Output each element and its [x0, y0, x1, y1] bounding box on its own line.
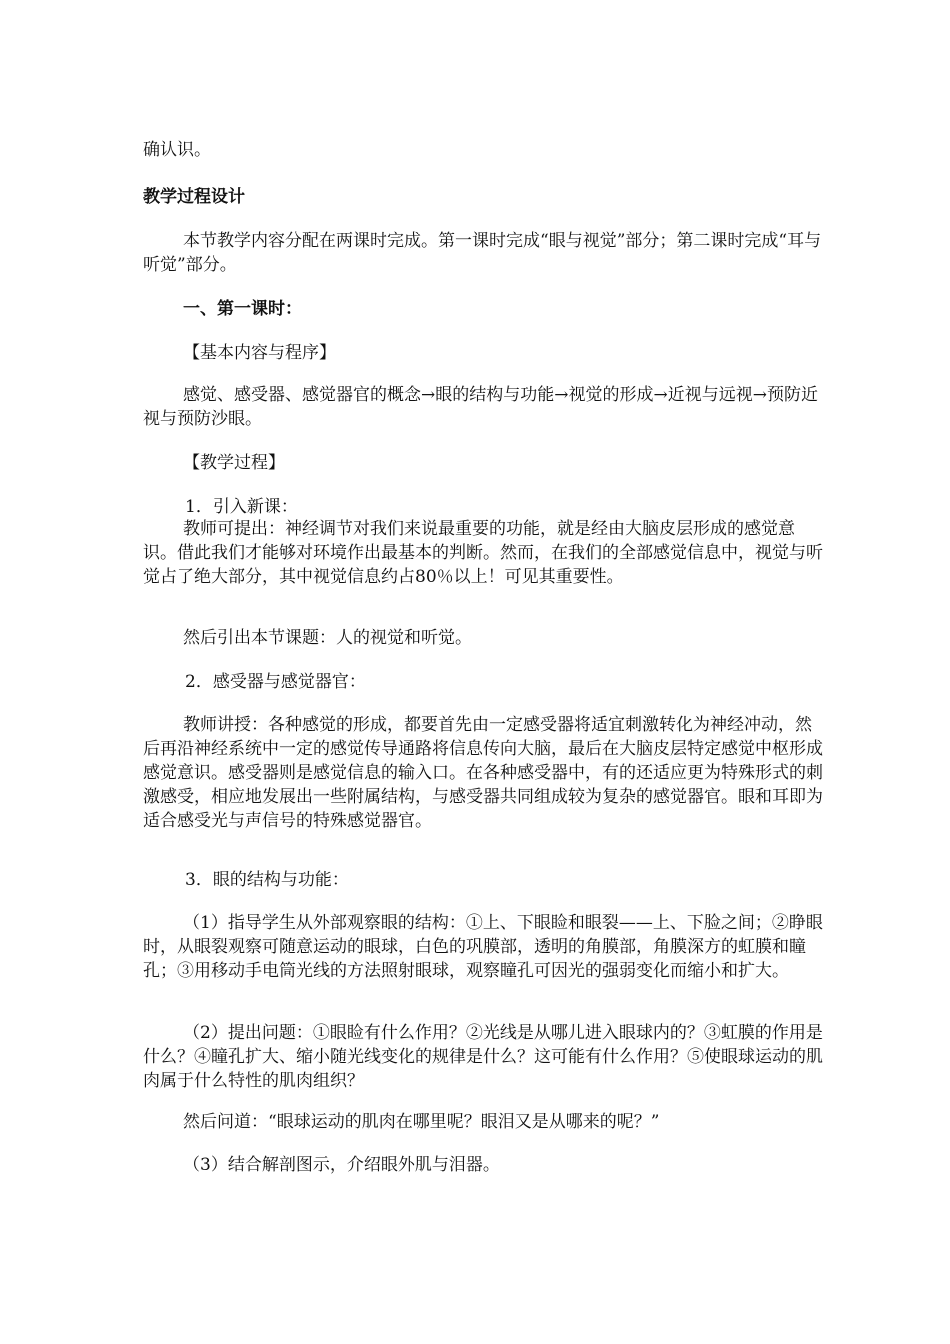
section-heading: 教学过程设计 — [143, 187, 245, 207]
subsection-heading: 一、第一课时： — [183, 299, 302, 319]
paragraph-step-3-2: （2）提出问题：①眼睑有什么作用？②光线是从哪儿进入眼球内的？③虹膜的作用是什么？④瞳孔扩大、缩小随光线变化的规律是什么？这可能有什么作用？⑤使眼球运动的肌肉属于什么特性的肌肉组织？ — [143, 1023, 823, 1091]
paragraph-step-2: 教师讲授：各种感觉的形成，都要首先由一定感受器将适宜刺激转化为神经冲动，然后再沿神经系统中一定的感觉传导通路将信息传向大脑，最后在大脑皮层特定感觉中枢形成感觉意识。感受器则是感觉信息的输入口。在各种感受器中，有的还适应更为特殊形式的刺激感受，相应地发展出一些附属结构，与感受器共同组成较为复杂的感觉器官。眼和耳即为适合感受光与声信号的特殊感觉器官。 — [143, 715, 823, 831]
paragraph-step-3-1: （1）指导学生从外部观察眼的结构：①上、下眼睑和眼裂——上、下脸之间；②睁眼时，从眼裂观察可随意运动的眼球，白色的巩膜部，透明的角膜部，角膜深方的虹膜和瞳孔；③用移动手电筒光线的方法照射眼球，观察瞳孔可因光的强弱变化而缩小和扩大。 — [143, 913, 823, 981]
teaching-process-label: 【教学过程】 — [183, 453, 285, 473]
step-3-heading: 3．眼的结构与功能： — [185, 870, 349, 890]
paragraph-sequence: 感觉、感受器、感觉器官的概念→眼的结构与功能→视觉的形成→近视与远视→预防近视与预防沙眼。 — [143, 385, 818, 429]
paragraph-step-3-3: （3）结合解剖图示，介绍眼外肌与泪器。 — [183, 1155, 500, 1175]
basic-content-label: 【基本内容与程序】 — [183, 343, 336, 363]
paragraph-topic: 然后引出本节课题：人的视觉和听觉。 — [183, 628, 472, 648]
step-1-heading: 1．引入新课： — [185, 497, 298, 517]
step-2-heading: 2．感受器与感觉器官： — [185, 672, 366, 692]
paragraph-step-1: 教师可提出：神经调节对我们来说最重要的功能，就是经由大脑皮层形成的感觉意识。借此我们才能够对环境作出最基本的判断。然而，在我们的全部感觉信息中，视觉与听觉占了绝大部分，其中视觉信息约占80％以上！可见其重要性。 — [143, 519, 823, 587]
paragraph-intro: 本节教学内容分配在两课时完成。第一课时完成“眼与视觉”部分；第二课时完成“耳与听觉”部分。 — [143, 231, 822, 275]
continuation-text: 确认识。 — [143, 140, 211, 160]
paragraph-question: 然后问道：“眼球运动的肌肉在哪里呢？眼泪又是从哪来的呢？” — [183, 1112, 660, 1132]
